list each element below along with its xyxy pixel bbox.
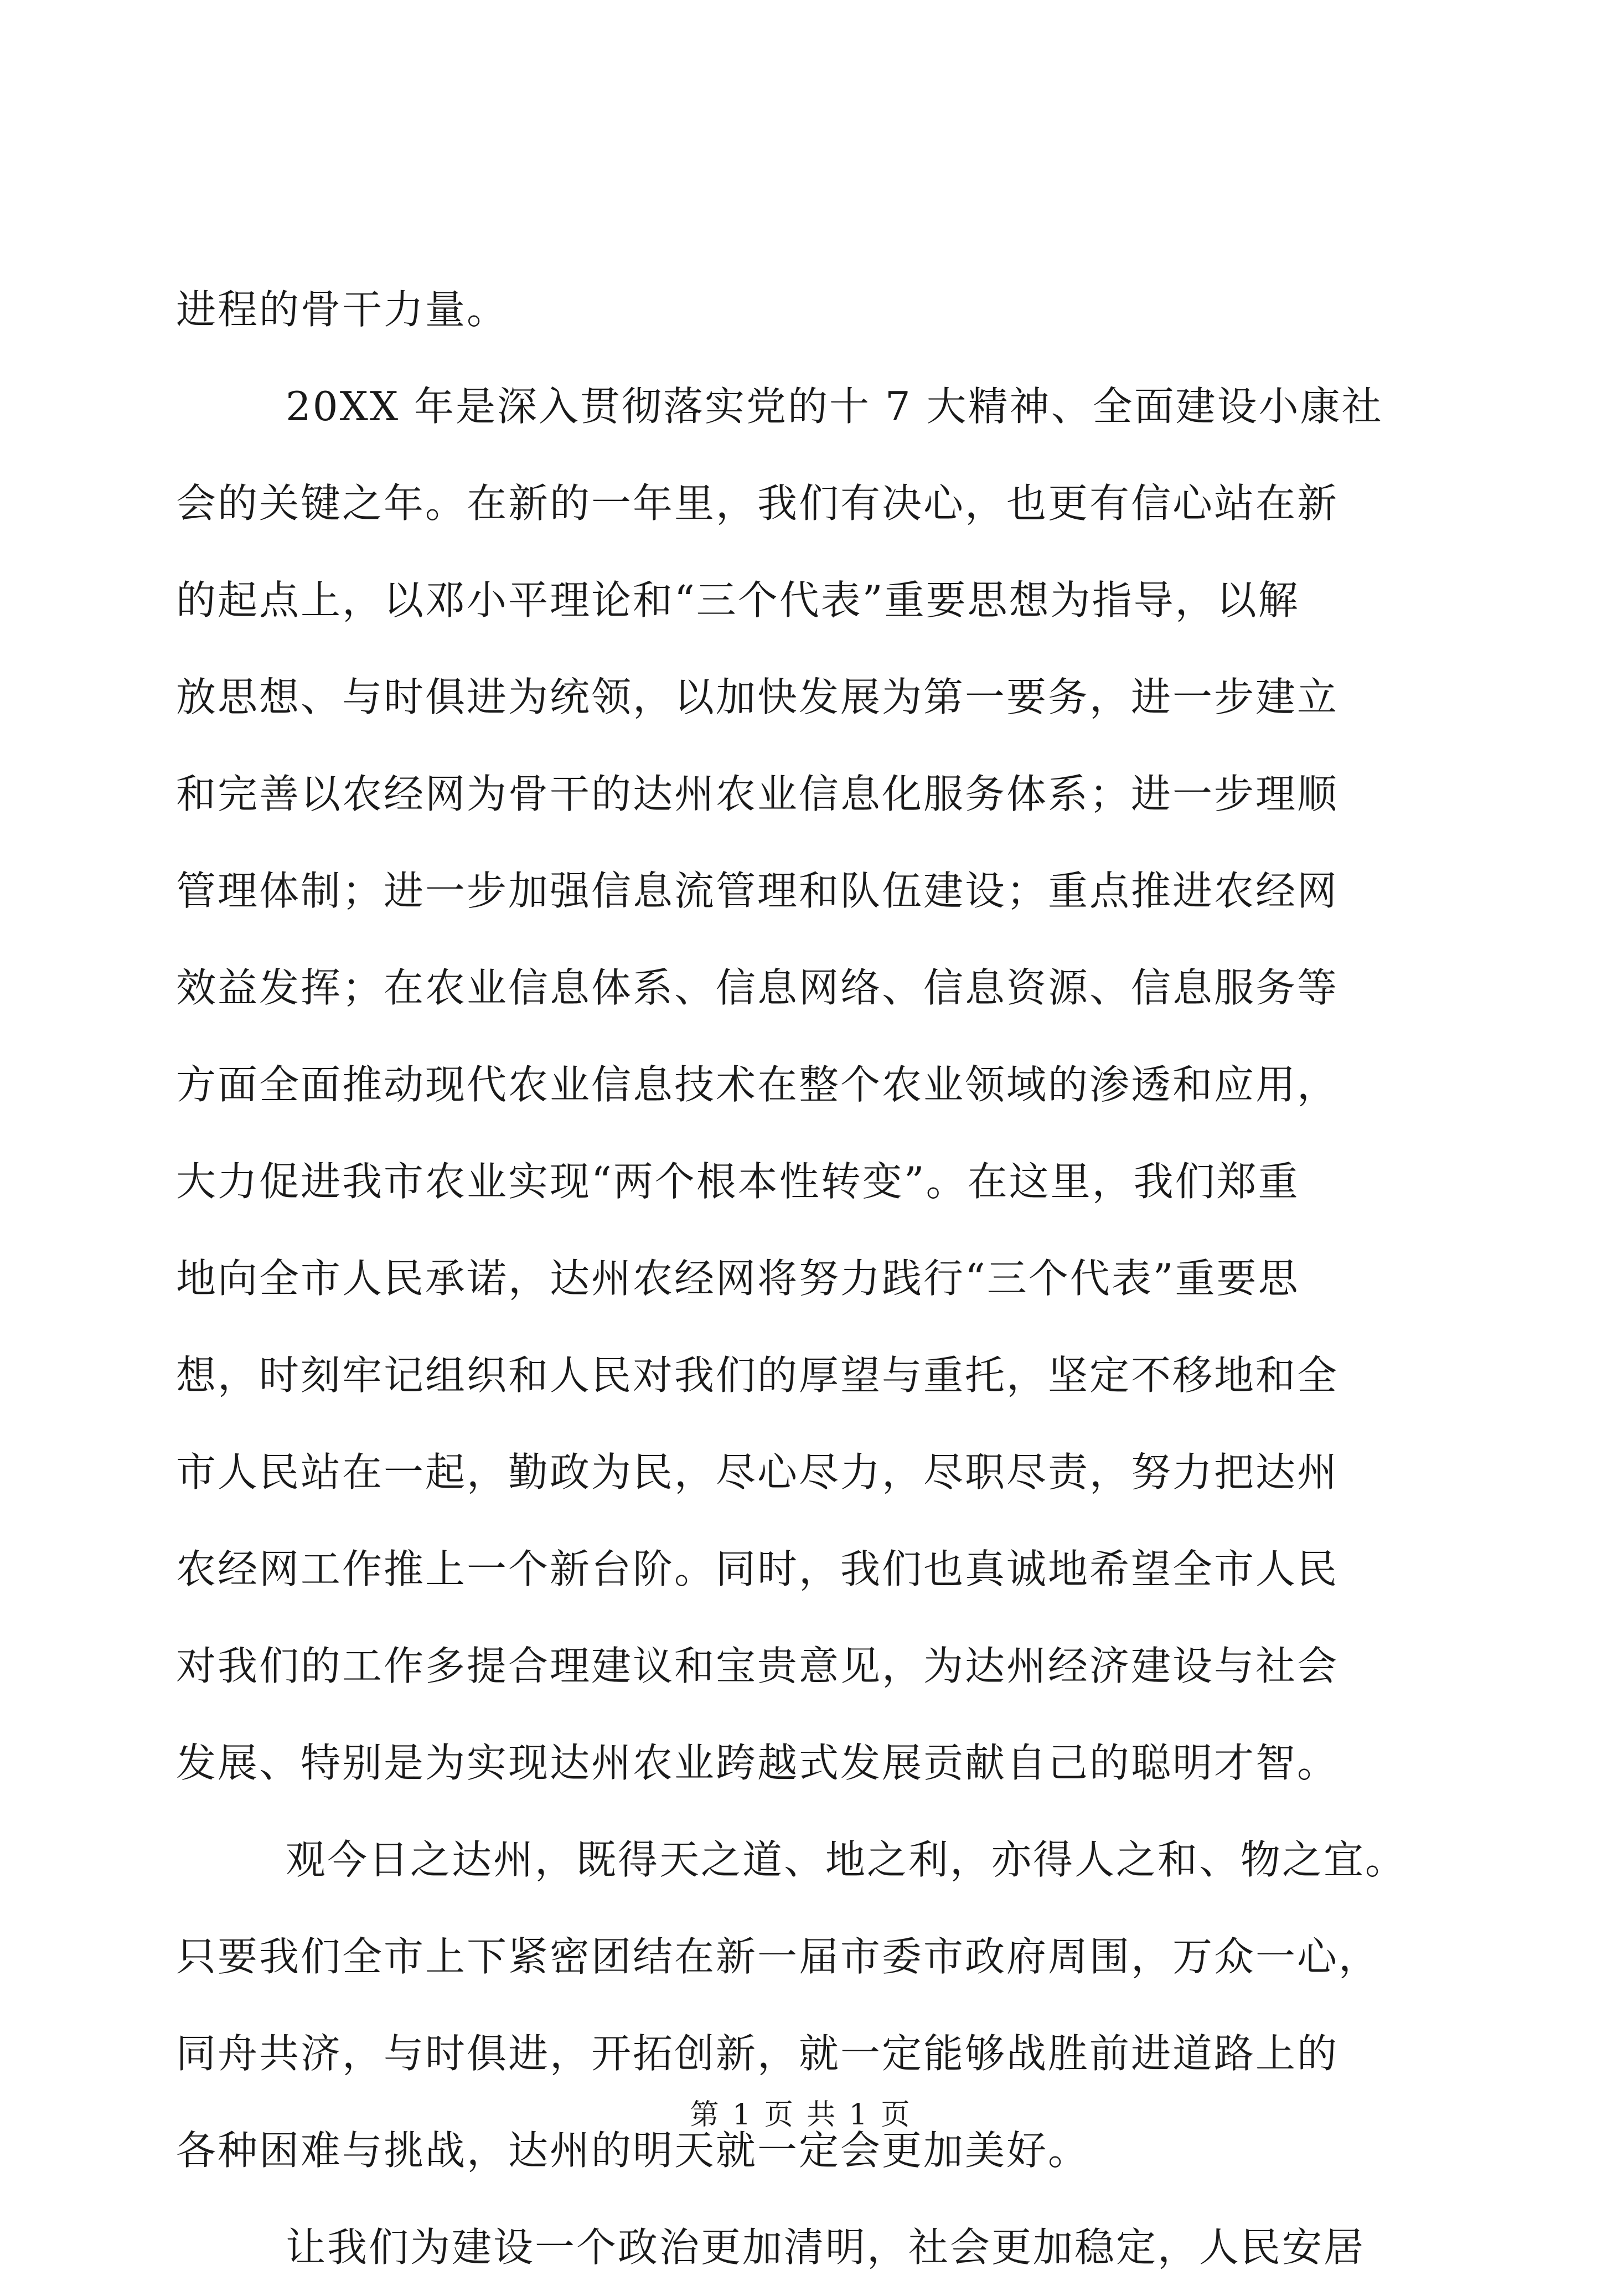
text-line: 让我们为建设一个政治更加清明，社会更加稳定，人民安居 xyxy=(286,2224,1366,2271)
text-line: 效益发挥；在农业信息体系、信息网络、信息资源、信息服务等 xyxy=(176,964,1339,1011)
text-line: 和完善以农经网为骨干的达州农业信息化服务体系；进一步理顺 xyxy=(176,771,1339,817)
page-footer: 第 1 页 共 1 页 xyxy=(690,2098,912,2132)
text-line: 地向全市人民承诺，达州农经网将努力践行“三个代表”重要思 xyxy=(176,1255,1300,1302)
text-line: 进程的骨干力量。 xyxy=(176,286,509,333)
text-line: 同舟共济，与时俱进，开拓创新，就一定能够战胜前进道路上的 xyxy=(176,2030,1339,2077)
text-line: 市人民站在一起，勤政为民，尽心尽力，尽职尽责，努力把达州 xyxy=(176,1449,1339,1495)
text-line: 方面全面推动现代农业信息技术在整个农业领域的渗透和应用， xyxy=(176,1061,1339,1108)
text-line: 放思想、与时俱进为统领，以加快发展为第一要务，进一步建立 xyxy=(176,674,1339,720)
text-line: 对我们的工作多提合理建议和宝贵意见，为达州经济建设与社会 xyxy=(176,1643,1339,1689)
text-line: 大力促进我市农业实现“两个根本性转变”。在这里，我们郑重 xyxy=(176,1158,1300,1205)
text-line: 观今日之达州，既得天之道、地之利，亦得人之和、物之宜。 xyxy=(286,1836,1407,1883)
text-line: 各种困难与挑战，达州的明天就一定会更加美好。 xyxy=(176,2127,1090,2174)
text-line: 的起点上，以邓小平理论和“三个代表”重要思想为指导，以解 xyxy=(176,577,1300,623)
text-line: 发展、特别是为实现达州农业跨越式发展贡献自己的聪明才智。 xyxy=(176,1740,1339,1786)
text-line: 农经网工作推上一个新台阶。同时，我们也真诚地希望全市人民 xyxy=(176,1546,1339,1592)
text-line: 想，时刻牢记组织和人民对我们的厚望与重托，坚定不移地和全 xyxy=(176,1352,1339,1399)
text-line: 管理体制；进一步加强信息流管理和队伍建设；重点推进农经网 xyxy=(176,868,1339,914)
document-body xyxy=(176,261,1416,2296)
text-line: 20XX 年是深入贯彻落实党的十 7 大精神、全面建设小康社 xyxy=(286,383,1383,430)
text-line: 会的关键之年。在新的一年里，我们有决心，也更有信心站在新 xyxy=(176,480,1339,527)
text-line: 只要我们全市上下紧密团结在新一届市委市政府周围，万众一心， xyxy=(176,1933,1381,1980)
